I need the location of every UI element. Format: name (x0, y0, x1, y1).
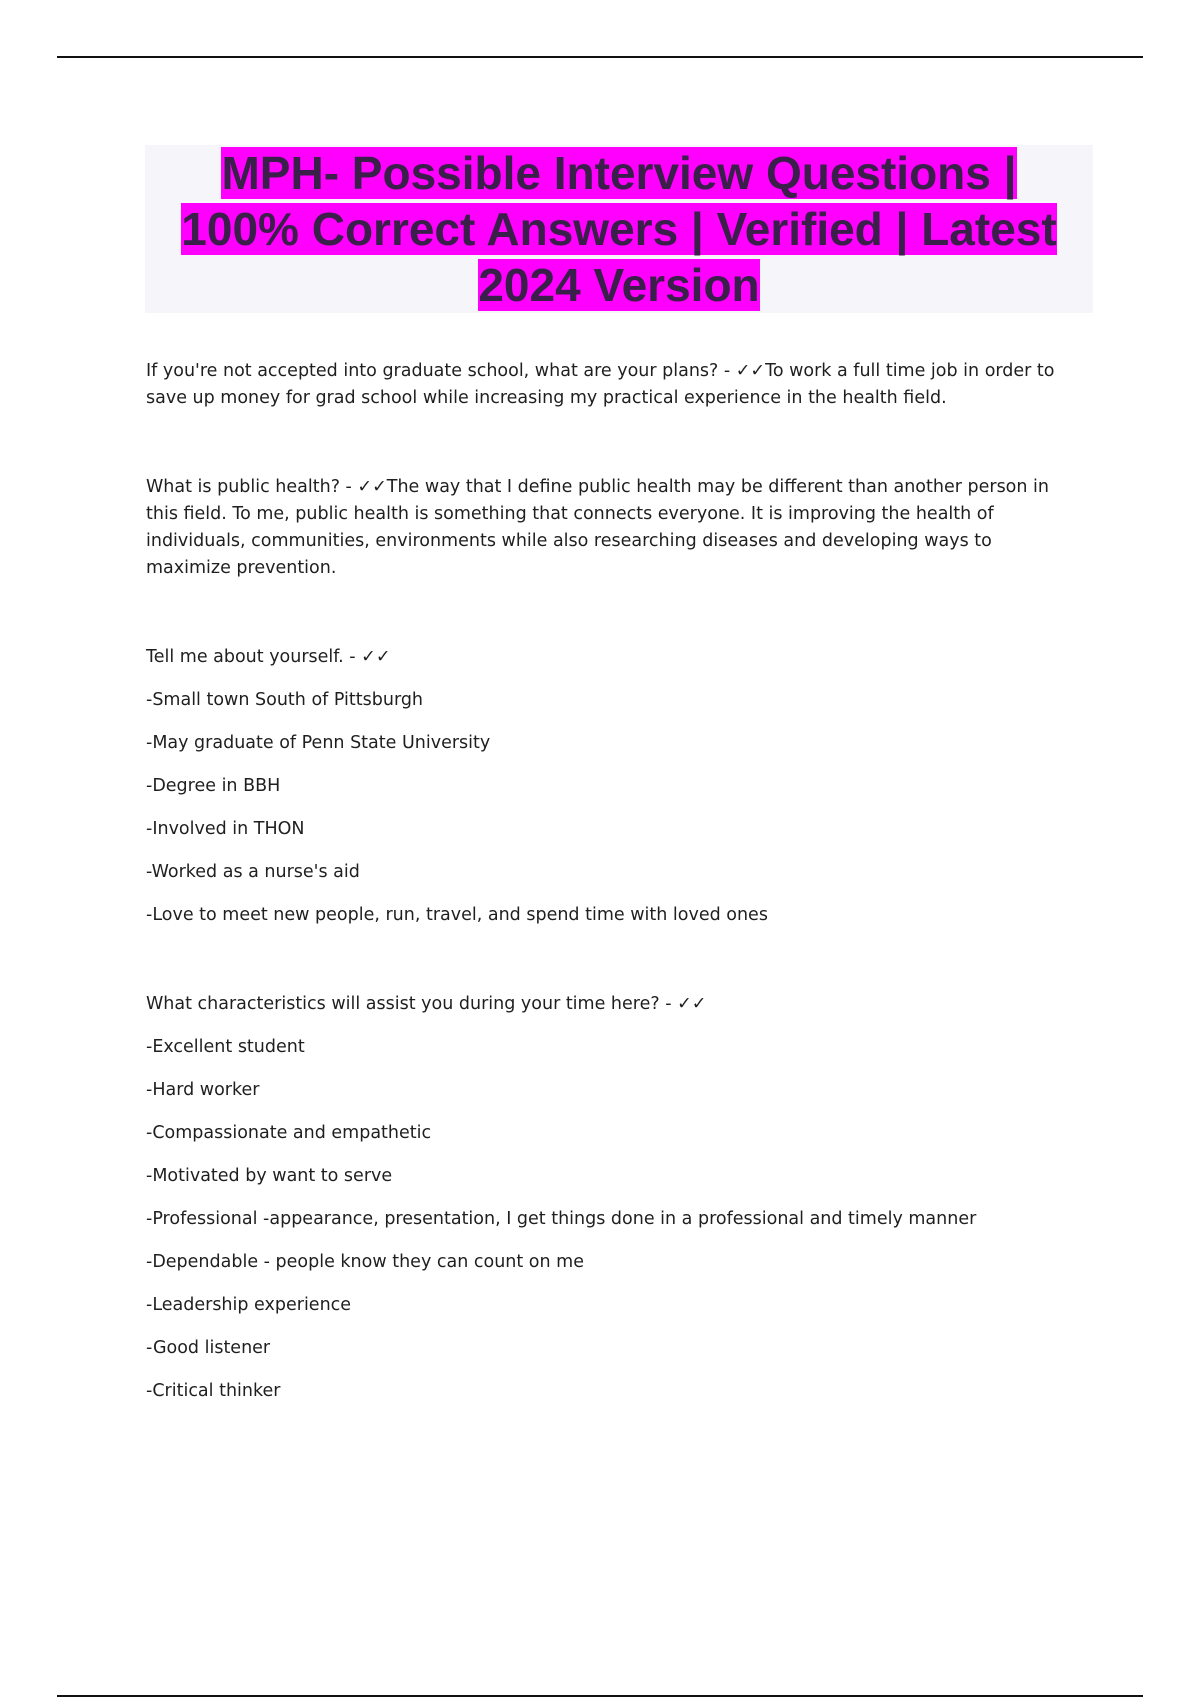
qa-item-plans (146, 358, 1096, 412)
bottom-rule (57, 1695, 1143, 1697)
list-item: -Critical thinker (146, 1381, 281, 1401)
answer-line: maximize prevention. (146, 558, 337, 578)
answer-line: this field. To me, public health is something that connects everyone. It is improving the health of (146, 504, 994, 524)
qa-line (146, 358, 1096, 385)
question-text: If you're not accepted into graduate school, what are your plans? - ✓✓ (146, 361, 766, 381)
answer-line: individuals, communities, environments while also researching diseases and developing ways to (146, 531, 992, 551)
title-line-3: 2024 Version (478, 259, 760, 311)
qa-item-about-yourself (146, 644, 1096, 945)
title-line-2: 100% Correct Answers | Verified | Latest (181, 203, 1057, 255)
list-item: -Professional -appearance, presentation, I get things done in a professional and timely manner (146, 1209, 977, 1229)
title-line-1: MPH- Possible Interview Questions | (221, 147, 1017, 199)
spacer (146, 412, 1096, 474)
answer-line: save up money for grad school while increasing my practical experience in the health field. (146, 388, 947, 408)
spacer (146, 582, 1096, 644)
list-item: -Worked as a nurse's aid (146, 862, 360, 882)
list-item: -May graduate of Penn State University (146, 733, 491, 753)
qa-item-public-health (146, 474, 1096, 582)
qa-line (146, 474, 1096, 501)
list-item: -Involved in THON (146, 819, 305, 839)
list-item: -Love to meet new people, run, travel, and spend time with loved ones (146, 905, 768, 925)
answer-text: To work a full time job in order to (765, 361, 1055, 381)
question-text: What characteristics will assist you during your time here? - ✓✓ (146, 994, 707, 1014)
list-item: -Small town South of Pittsburgh (146, 690, 424, 710)
list-item: -Degree in BBH (146, 776, 281, 796)
document-title (145, 145, 1093, 313)
answer-text: The way that I define public health may be different than another person in (386, 477, 1049, 497)
list-item: -Dependable - people know they can count on me (146, 1252, 584, 1272)
spacer (146, 945, 1096, 991)
list-item: -Leadership experience (146, 1295, 352, 1315)
question-text: What is public health? - ✓✓ (146, 477, 387, 497)
top-rule (57, 56, 1143, 58)
qa-item-characteristics (146, 991, 1096, 1421)
list-item: -Excellent student (146, 1037, 305, 1057)
list-item: -Motivated by want to serve (146, 1166, 393, 1186)
question-text: Tell me about yourself. - ✓✓ (146, 647, 391, 667)
list-item: -Hard worker (146, 1080, 260, 1100)
list-item: -Good listener (146, 1338, 271, 1358)
document-body (146, 358, 1096, 1421)
list-item: -Compassionate and empathetic (146, 1123, 432, 1143)
